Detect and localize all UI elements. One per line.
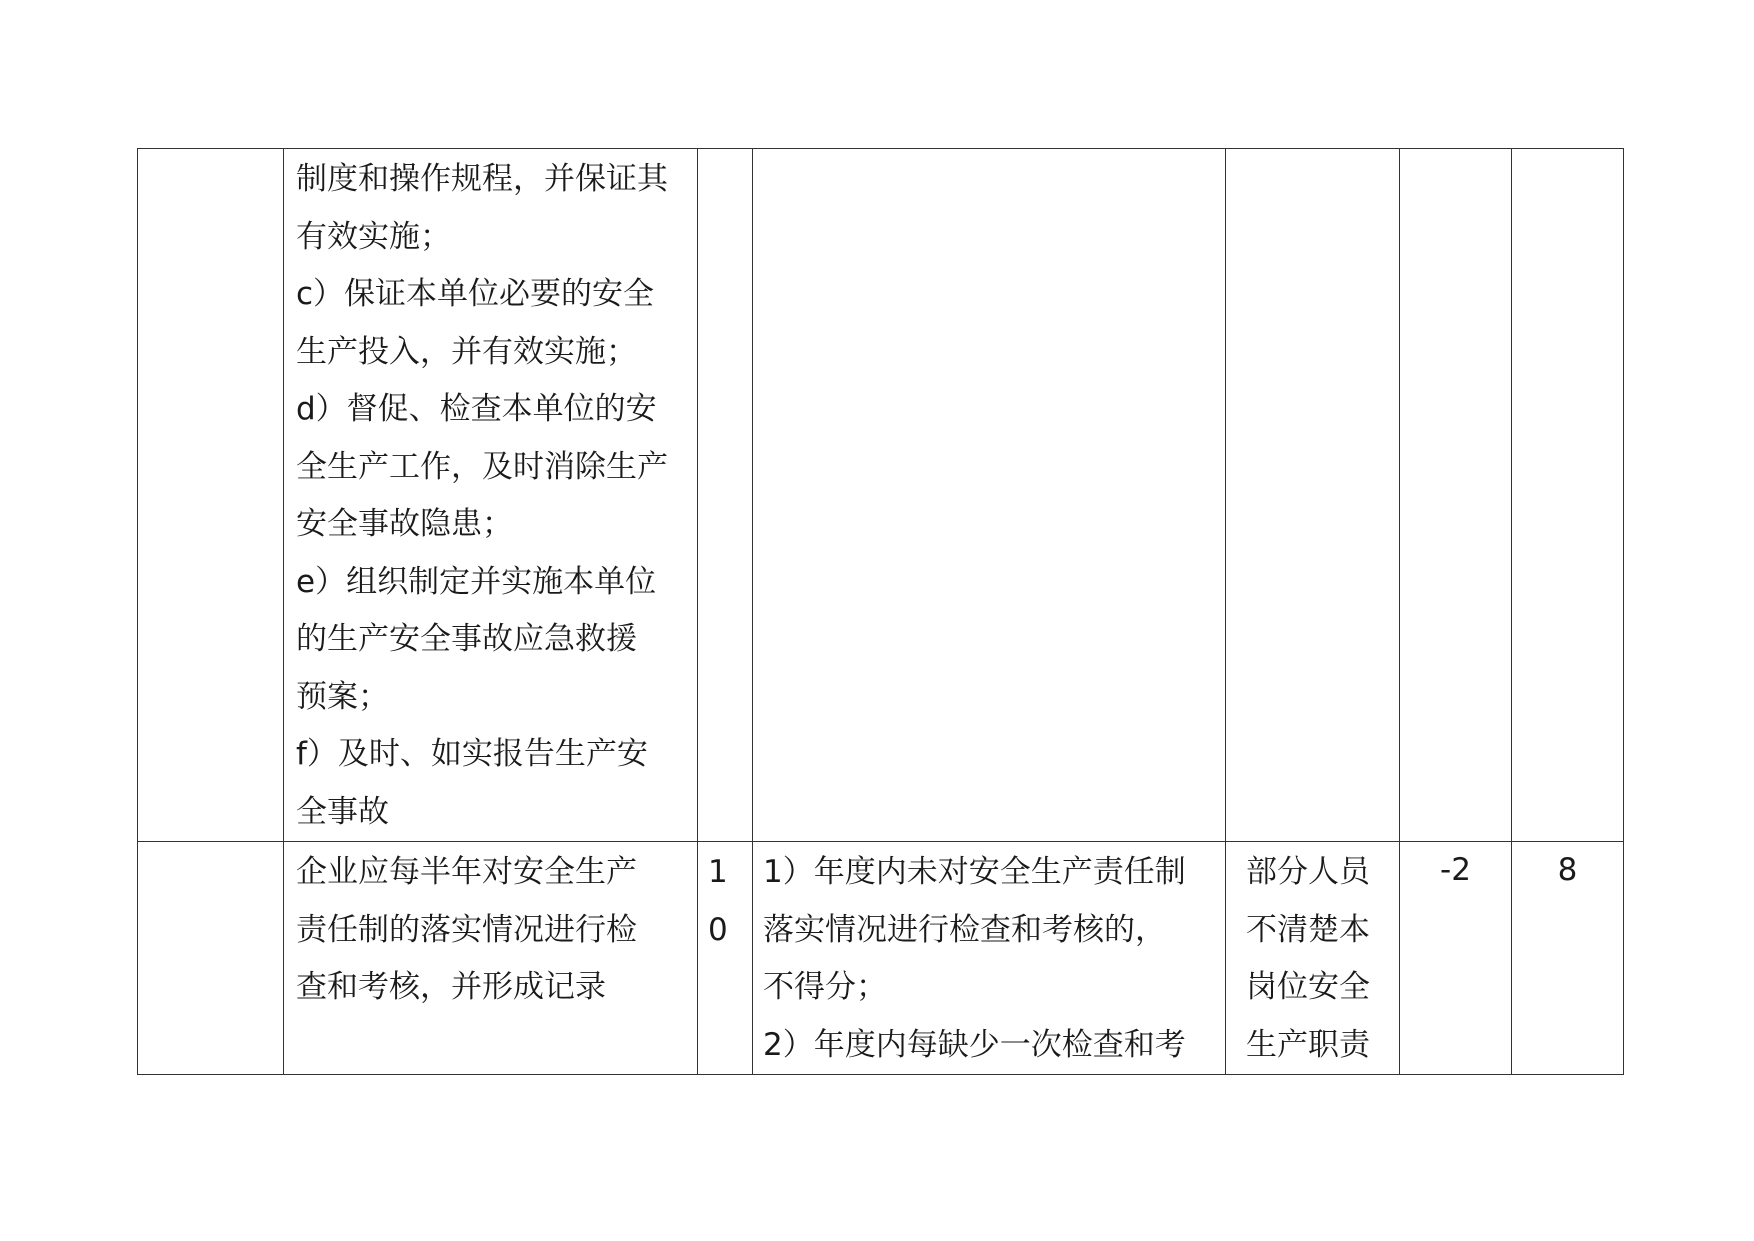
standard-text: 制度和操作规程，并保证其 有效实施； c）保证本单位必要的安全 生产投入，并有效实施； d）督促、检查本单位的安 全生产工作，及时消除生产 安全事故隐患； e）组织制定并实施本单位 的生产安全事故应急救援 预案； f）及时、如实报告生产安 全事故 — [296, 161, 668, 830]
score-value: 1 0 — [708, 854, 728, 948]
finding-cell — [1226, 842, 1400, 1075]
assessment-table — [137, 148, 1624, 1075]
method-cell — [753, 842, 1226, 1075]
standard-cell — [284, 149, 698, 842]
table-row — [138, 149, 1624, 842]
score-cell — [698, 842, 753, 1075]
standard-text: 企业应每半年对安全生产 责任制的落实情况进行检 查和考核，并形成记录 — [296, 854, 637, 1005]
method-text: 1）年度内未对安全生产责任制 落实情况进行检查和考核的， 不得分； 2）年度内每缺少一次检查和考 — [763, 854, 1186, 1063]
actual-score-cell — [1512, 149, 1624, 842]
finding-text: 部分人员 不清楚本 岗位安全 生产职责 — [1246, 854, 1370, 1063]
item-cell — [138, 149, 284, 842]
method-cell — [753, 149, 1226, 842]
finding-cell — [1226, 149, 1400, 842]
actual-score-value: 8 — [1557, 852, 1578, 888]
standard-cell — [284, 842, 698, 1075]
deduction-cell — [1400, 842, 1512, 1075]
score-cell — [698, 149, 753, 842]
deduction-cell — [1400, 149, 1512, 842]
item-cell — [138, 842, 284, 1075]
deduction-value: -2 — [1440, 852, 1471, 888]
table-row — [138, 842, 1624, 1075]
actual-score-cell — [1512, 842, 1624, 1075]
